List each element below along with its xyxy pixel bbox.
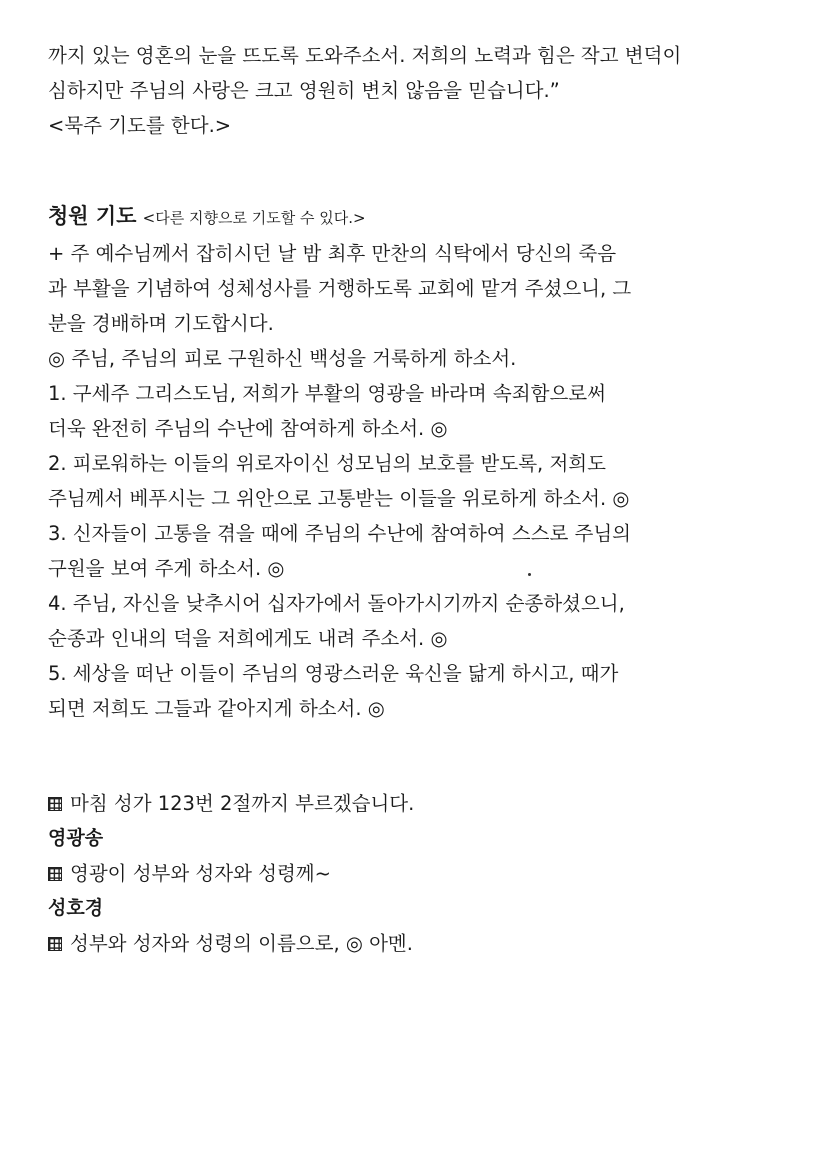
petition-1-line-1 (48, 376, 788, 411)
petition-5-text-1: 5. 세상을 떠난 이들이 주님의 영광스러운 육신을 닮게 하시고, 때가 (48, 662, 619, 685)
intro-line-1 (48, 38, 788, 73)
opening-text-1: + 주 예수님께서 잡히시던 날 밤 최후 만찬의 식탁에서 당신의 죽음 (48, 242, 617, 265)
sign-of-cross-line (48, 926, 788, 961)
petition-4-line-1 (48, 586, 788, 621)
response-line (48, 341, 788, 376)
scan-speck (528, 573, 531, 576)
petition-3-text-2: 구원을 보여 주게 하소서. ◎ (48, 557, 285, 580)
glory-be-line (48, 856, 788, 891)
grid-box-icon (48, 937, 62, 951)
intro-text-1: 까지 있는 영혼의 눈을 뜨도록 도와주소서. 저희의 노력과 힘은 작고 변덕이 (48, 44, 682, 67)
opening-text-3: 분을 경배하며 기도합시다. (48, 312, 274, 335)
spacer (48, 726, 788, 786)
rosary-instruction: <묵주 기도를 한다.> (48, 114, 232, 137)
closing-hymn-text: 마침 성가 123번 2절까지 부르겠습니다. (70, 792, 415, 815)
petition-2-text-2: 주님께서 베푸시는 그 위안으로 고통받는 이들을 위로하게 하소서. ◎ (48, 487, 630, 510)
petition-1-text-2: 더욱 완전히 주님의 수난에 참여하게 하소서. ◎ (48, 417, 448, 440)
petition-5-line-1 (48, 656, 788, 691)
petitions-heading (48, 196, 788, 236)
prayer-page (48, 38, 788, 961)
petition-4-line-2 (48, 621, 788, 656)
petitions-note: <다른 지향으로 기도할 수 있다.> (142, 209, 366, 227)
opening-line-1 (48, 236, 788, 271)
petition-1-line-2 (48, 411, 788, 446)
petition-2-text-1: 2. 피로워하는 이들의 위로자이신 성모님의 보호를 받도록, 저희도 (48, 452, 606, 475)
intro-line-2 (48, 73, 788, 108)
sign-of-cross-title: 성호경 (48, 897, 104, 919)
grid-box-icon (48, 797, 62, 811)
petition-4-text-1: 4. 주님, 자신을 낮추시어 십자가에서 돌아가시기까지 순종하셨으니, (48, 592, 625, 615)
petition-3-text-1: 3. 신자들이 고통을 겪을 때에 주님의 수난에 참여하여 스스로 주님의 (48, 522, 631, 545)
petitions-title: 청원 기도 (48, 204, 137, 228)
intro-text-2: 심하지만 주님의 사랑은 크고 영원히 변치 않음을 믿습니다.” (48, 79, 560, 102)
petition-5-text-2: 되면 저희도 그들과 같아지게 하소서. ◎ (48, 697, 385, 720)
intro-line-3 (48, 108, 788, 143)
petition-1-text-1: 1. 구세주 그리스도님, 저희가 부활의 영광을 바라며 속죄함으로써 (48, 382, 606, 405)
petition-3-line-1 (48, 516, 788, 551)
petition-2-line-2 (48, 481, 788, 516)
petition-2-line-1 (48, 446, 788, 481)
opening-text-2: 과 부활을 기념하여 성체성사를 거행하도록 교회에 맡겨 주셨으니, 그 (48, 277, 632, 300)
closing-hymn-line (48, 786, 788, 821)
glory-be-text: 영광이 성부와 성자와 성령께~ (70, 862, 331, 885)
grid-box-icon (48, 867, 62, 881)
response-text: ◎ 주님, 주님의 피로 구원하신 백성을 거룩하게 하소서. (48, 347, 517, 370)
petition-3-line-2 (48, 551, 788, 586)
petition-4-text-2: 순종과 인내의 덕을 저희에게도 내려 주소서. ◎ (48, 627, 448, 650)
glory-be-title: 영광송 (48, 827, 104, 849)
sign-of-cross-text: 성부와 성자와 성령의 이름으로, ◎ 아멘. (70, 932, 413, 955)
spacer (48, 143, 788, 196)
petition-5-line-2 (48, 691, 788, 726)
opening-line-3 (48, 306, 788, 341)
opening-line-2 (48, 271, 788, 306)
